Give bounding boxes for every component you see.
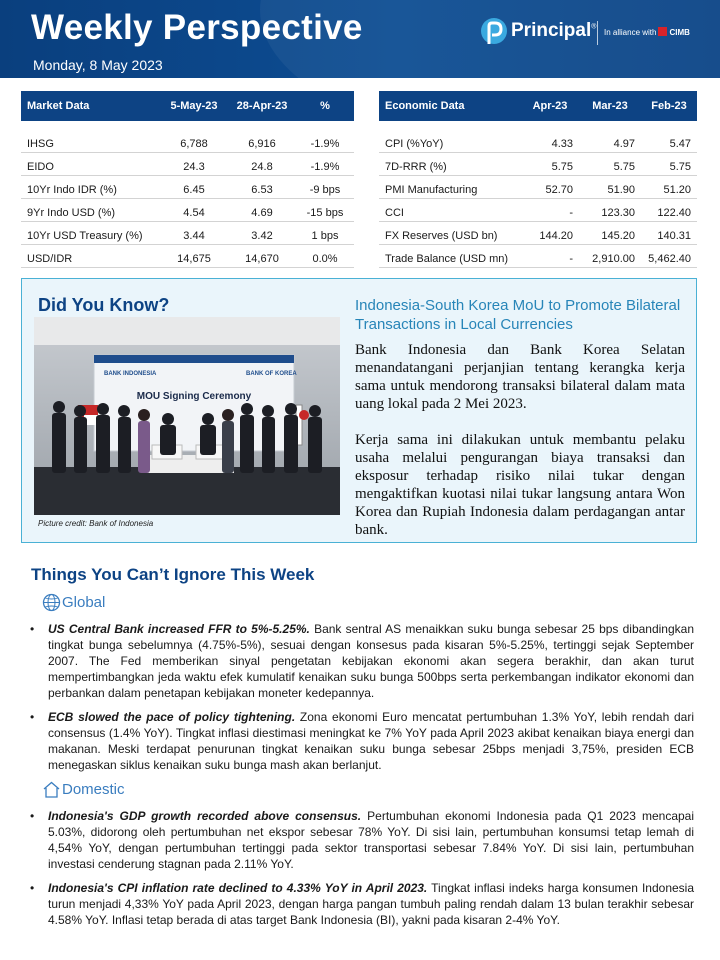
row-label: IHSG bbox=[21, 129, 160, 152]
news-paragraph: Kerja sama ini dilakukan untuk membantu pelaku usaha melalui pengurangan biaya transaksi dan eksposur terhadap risiko nilai tukar dengan mengaktifkan kuotasi nilai tukar langsung antara Won Korea dan Rupiah Indonesia dalam perdagangan antar bank. bbox=[355, 432, 685, 538]
table-row bbox=[21, 221, 354, 244]
item-text: Tingkat inflasi indeks harga konsumen Indonesia turun menjadi 4,33% YoY pada April 2023, dengan harga pangan tumbuh paling rendah dalam 13 bulan terakhir sebesar 4.58% YoY. Inflasi tetap berada di atas target Bank Indonesia (BI), yakni pada kisaran 2-4% YoY. bbox=[48, 881, 695, 927]
table-cell: 3.42 bbox=[228, 221, 296, 244]
global-label: Global bbox=[62, 594, 106, 611]
table-cell: 14,670 bbox=[228, 244, 296, 267]
economic-header-row bbox=[379, 91, 697, 121]
table-cell: 122.40 bbox=[641, 198, 697, 221]
table-cell: 5.75 bbox=[641, 152, 697, 175]
section-title: Things You Can’t Ignore This Week bbox=[31, 565, 315, 584]
table-cell: 14,675 bbox=[160, 244, 228, 267]
table-cell: 5.75 bbox=[521, 152, 579, 175]
item-text: Pertumbuhan ekonomi Indonesia pada Q1 2023 mencapai 5.03%, didorong oleh pertumbuhan net ekspor sebesar 78% YoY. Di sisi lain, pertumbuhan konsumsi tetap lemah di 4,54% YoY, dengan pertumbuhan tertinggi pada sektor transportasi sebesar 7.84% YoY. Di sisi lain, pertumbuhan investasi cenderung stagnan pada 2.11% YoY. bbox=[48, 809, 695, 871]
column-header: Market Data bbox=[21, 91, 160, 121]
picture-credit: Picture credit: Bank of Indonesia bbox=[38, 519, 154, 528]
table-row bbox=[379, 152, 697, 175]
item-lead: ECB slowed the pace of policy tightening. bbox=[48, 710, 296, 724]
table-cell: 51.90 bbox=[579, 175, 641, 198]
table-cell: 24.3 bbox=[160, 152, 228, 175]
economic-data-table bbox=[379, 91, 697, 268]
table-cell: 1 bps bbox=[296, 221, 354, 244]
brand-divider bbox=[597, 21, 598, 45]
news-body bbox=[355, 341, 685, 539]
table-cell: 4.33 bbox=[521, 129, 579, 152]
table-cell: -15 bps bbox=[296, 198, 354, 221]
table-cell: 6,788 bbox=[160, 129, 228, 152]
table-row bbox=[379, 221, 697, 244]
row-label: EIDO bbox=[21, 152, 160, 175]
table-cell: 6.45 bbox=[160, 175, 228, 198]
list-item bbox=[28, 880, 694, 928]
photo-logo-right: BANK OF KOREA bbox=[246, 371, 297, 377]
item-text: Zona ekonomi Euro mencatat pertumbuhan 1.3% YoY, lebih rendah dari consensus (1.4% YoY). Tingkat inflasi diestimasi meningkat ke 7% YoY pada April 2023 akibat kenaikan biaya energi dan makanan. Meski terdapat penurunan tingkat kenaikan suku bunga sebesar 25bps menjadi 3,75%, presiden ECB menegaskan siklus kenaikan suku bunga mash akan berlanjut. bbox=[48, 710, 695, 772]
table-cell: 4.97 bbox=[579, 129, 641, 152]
table-cell: 140.31 bbox=[641, 221, 697, 244]
publication-date: Monday, 8 May 2023 bbox=[33, 57, 163, 73]
row-label: CCI bbox=[379, 198, 521, 221]
table-row bbox=[379, 175, 697, 198]
signing-ceremony-image bbox=[34, 317, 340, 515]
table-cell: 144.20 bbox=[521, 221, 579, 244]
table-cell: 51.20 bbox=[641, 175, 697, 198]
globe-icon bbox=[42, 593, 61, 612]
column-header: Economic Data bbox=[379, 91, 521, 121]
table-cell: 3.44 bbox=[160, 221, 228, 244]
row-label: 10Yr USD Treasury (%) bbox=[21, 221, 160, 244]
house-icon bbox=[42, 780, 61, 799]
table-cell: 123.30 bbox=[579, 198, 641, 221]
market-data-table bbox=[21, 91, 354, 268]
table-cell: 52.70 bbox=[521, 175, 579, 198]
item-text: Bank sentral AS menaikkan suku bunga sebesar 25 bps dibandingkan tingkat bunga sebelumnya (4.75%-5%), sesuai dengan konsesus pada kisaran 5%-5.25%, tertinggi sejak September 2007. The Fed memberikan sinyal pengetatan kebijakan ekonomi akan segera berakhir, dan akan turut mempertimbangkan jeda waktu efek kumulatif kenaikan suku bunga 500bps serta perkembangan indikator ekonomi dan perbankan dalam penetapan kebijakan moneter kedepannya. bbox=[48, 622, 694, 700]
column-header: Apr-23 bbox=[521, 91, 579, 121]
table-cell: 5.75 bbox=[579, 152, 641, 175]
photo-logo-left: BANK INDONESIA bbox=[104, 371, 157, 377]
photo-banner-text: MOU Signing Ceremony bbox=[136, 391, 252, 402]
table-cell: 4.69 bbox=[228, 198, 296, 221]
page-header bbox=[0, 0, 720, 78]
global-news-list bbox=[28, 621, 694, 781]
item-lead: Indonesia's CPI inflation rate declined to 4.33% YoY in April 2023. bbox=[48, 881, 428, 895]
table-cell: -1.9% bbox=[296, 129, 354, 152]
table-row bbox=[21, 198, 354, 221]
row-label: CPI (%YoY) bbox=[379, 129, 521, 152]
news-headline: Indonesia-South Korea MoU to Promote Bilateral Transactions in Local Currencies bbox=[355, 297, 681, 333]
table-cell: 4.54 bbox=[160, 198, 228, 221]
column-header: Mar-23 bbox=[579, 91, 641, 121]
table-row bbox=[21, 129, 354, 152]
brand-lockup bbox=[480, 16, 710, 50]
mou-signing-photo bbox=[34, 317, 340, 515]
item-lead: US Central Bank increased FFR to 5%-5.25%. bbox=[48, 622, 310, 636]
row-label: Trade Balance (USD mn) bbox=[379, 244, 521, 267]
table-row bbox=[21, 244, 354, 267]
domestic-news-list bbox=[28, 808, 694, 936]
table-cell: 6.53 bbox=[228, 175, 296, 198]
market-header-row bbox=[21, 91, 354, 121]
list-item bbox=[28, 621, 694, 701]
did-you-know-title: Did You Know? bbox=[38, 295, 170, 315]
table-cell: 24.8 bbox=[228, 152, 296, 175]
table-cell: 5.47 bbox=[641, 129, 697, 152]
table-row bbox=[21, 152, 354, 175]
column-header: Feb-23 bbox=[641, 91, 697, 121]
table-row bbox=[379, 244, 697, 267]
brand-name: Principal® bbox=[511, 20, 597, 41]
table-cell: 145.20 bbox=[579, 221, 641, 244]
page-title: Weekly Perspective bbox=[31, 8, 363, 47]
row-label: 10Yr Indo IDR (%) bbox=[21, 175, 160, 198]
column-header: 5-May-23 bbox=[160, 91, 228, 121]
column-header: % bbox=[296, 91, 354, 121]
row-label: USD/IDR bbox=[21, 244, 160, 267]
table-cell: 6,916 bbox=[228, 129, 296, 152]
row-label: 7D-RRR (%) bbox=[379, 152, 521, 175]
list-item bbox=[28, 709, 694, 773]
news-paragraph: Bank Indonesia dan Bank Korea Selatan menandatangani perjanjian tentang kerangka kerja sama untuk mendorong transaksi bilateral dalam mata uang lokal pada 2 Mei 2023. bbox=[355, 342, 685, 412]
table-row bbox=[379, 129, 697, 152]
table-cell: - bbox=[521, 198, 579, 221]
table-cell: 2,910.00 bbox=[579, 244, 641, 267]
cimb-logo-icon bbox=[658, 27, 667, 36]
did-you-know-box bbox=[21, 278, 697, 543]
table-cell: -1.9% bbox=[296, 152, 354, 175]
table-row bbox=[21, 175, 354, 198]
table-cell: -9 bps bbox=[296, 175, 354, 198]
domestic-label: Domestic bbox=[62, 781, 125, 798]
row-label: 9Yr Indo USD (%) bbox=[21, 198, 160, 221]
table-cell: - bbox=[521, 244, 579, 267]
table-cell: 0.0% bbox=[296, 244, 354, 267]
list-item bbox=[28, 808, 694, 872]
item-lead: Indonesia's GDP growth recorded above consensus. bbox=[48, 809, 362, 823]
row-label: PMI Manufacturing bbox=[379, 175, 521, 198]
row-label: FX Reserves (USD bn) bbox=[379, 221, 521, 244]
principal-logo-icon bbox=[480, 17, 508, 47]
table-cell: 5,462.40 bbox=[641, 244, 697, 267]
column-header: 28-Apr-23 bbox=[228, 91, 296, 121]
alliance-text: In alliance with CIMB bbox=[604, 28, 690, 37]
table-row bbox=[379, 198, 697, 221]
